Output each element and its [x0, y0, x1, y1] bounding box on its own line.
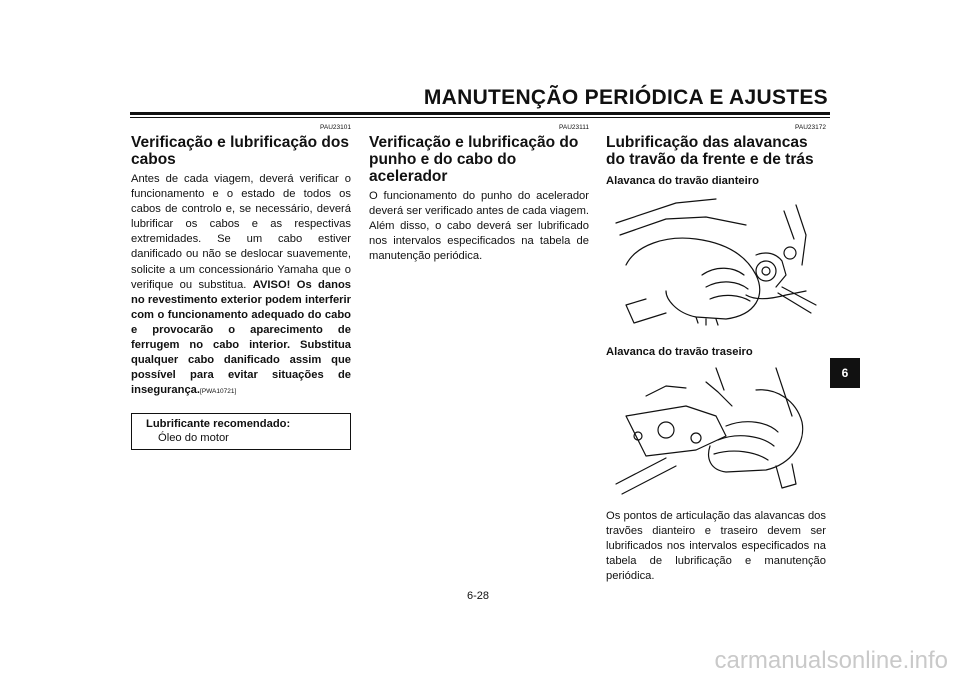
warning-text: AVISO! Os danos no revestimento exterior podem interferir com o funcionamento adequado do cabo e provocarão o aparecimento de ferrugem no cabo interior. Substitua qualquer cabo danificado assim que possível para evitar situações de insegurança. — [131, 278, 351, 397]
header-rule-thin — [130, 117, 830, 118]
rear-brake-lever-illustration — [606, 366, 826, 501]
warning-code: [PWA10721] — [200, 388, 237, 396]
section-brake-levers — [606, 124, 826, 584]
front-brake-lever-illustration — [606, 195, 826, 335]
section-body — [131, 172, 351, 399]
section-code: PAU23111 — [559, 124, 589, 131]
section-heading: Lubrificação das alavancas do travão da frente e de trás — [606, 134, 814, 168]
section-throttle — [369, 124, 589, 264]
lubricant-title: Lubrificante recomendado: — [146, 418, 291, 431]
page-title: MANUTENÇÃO PERIÓDICA E AJUSTES — [423, 86, 828, 109]
section-code: PAU23101 — [320, 124, 351, 131]
section-cables — [131, 124, 351, 450]
section-body: Os pontos de articulação das alavancas dos travões dianteiro e traseiro devem ser lubrificados nos intervalos especificados na tabela de lubrificação e manutenção periódica. — [606, 510, 826, 583]
section-code: PAU23172 — [795, 124, 826, 131]
lubricant-value: Óleo do motor — [158, 432, 229, 445]
header-rule-thick — [130, 112, 830, 115]
body-text: Antes de cada viagem, deverá verificar o funcionamento e o estado de todos os cabos de controlo e, se necessário, deverá lubrificar os cabos e as respectivas extremidades. Se um cabo estiver danificado ou não se deslocar suavemente, solicite a um concessionário Yamaha que o verifique ou substitua. — [131, 173, 351, 291]
section-heading: Verificação e lubrificação do punho e do cabo do acelerador — [369, 134, 579, 185]
chapter-tab: 6 — [830, 358, 860, 388]
section-heading: Verificação e lubrificação dos cabos — [131, 134, 349, 168]
watermark: carmanualsonline.info — [714, 647, 948, 674]
page-number: 6-28 — [467, 590, 490, 602]
rear-brake-label: Alavanca do travão traseiro — [606, 346, 753, 358]
section-body: O funcionamento do punho do acelerador deverá ser verificado antes de cada viagem. Além disso, o cabo deverá ser lubrificado nos intervalos especificados na tabela de manutenção periódica. — [369, 190, 589, 263]
front-brake-label: Alavanca do travão dianteiro — [606, 175, 759, 187]
lubricant-box — [131, 413, 351, 450]
